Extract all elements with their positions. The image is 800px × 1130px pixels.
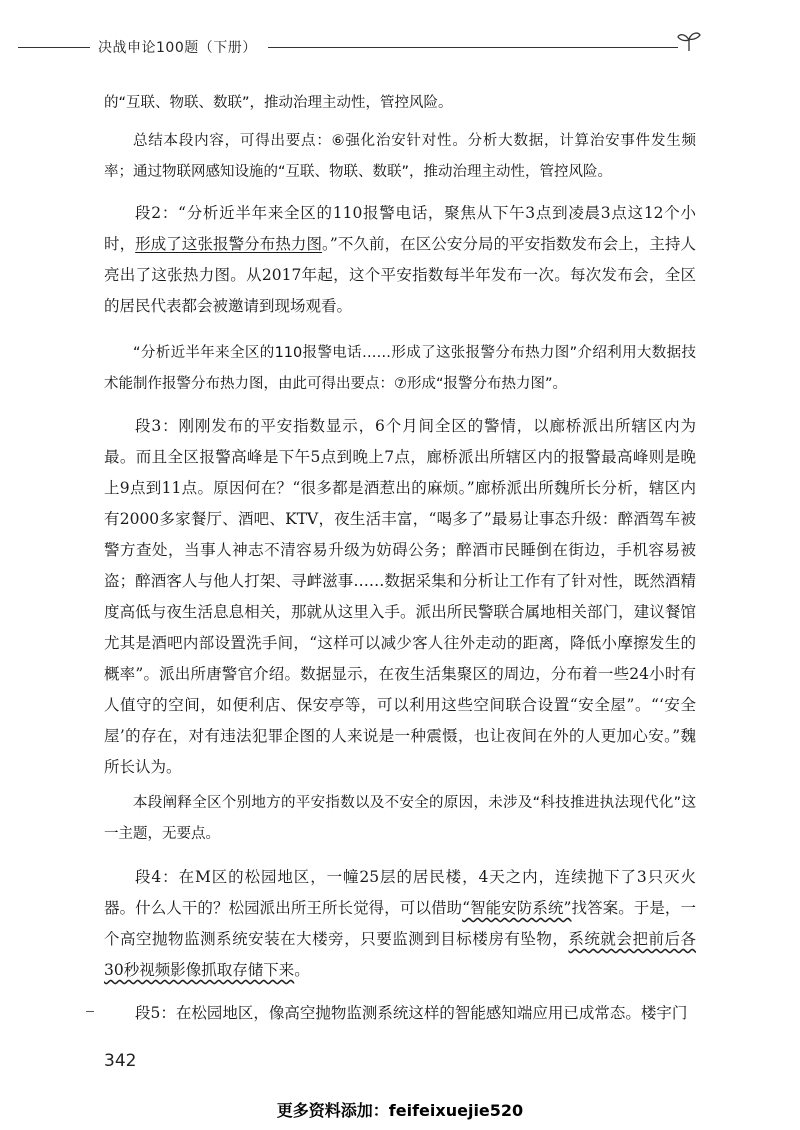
header-rule-right [268,47,678,48]
paragraph-7-text-c: 。 [294,961,310,979]
paragraph-7-wavy-2: 系统就会把前后各30秒视频影像抓取存储下来 [104,930,696,979]
paragraph-7 [104,862,696,986]
footer-note: 更多资料添加：feifeixuejie520 [276,1101,524,1120]
paragraph-3-text-b: 。”不久前，在区公安分局的平安指数发布会上，主持人亮出了这张热力图。从2017年起，这个平安指数每半年发布一次。每次发布会，全区的居民代表都会被邀请到现场观看。 [104,235,696,315]
page-number: 342 [104,1051,137,1071]
paragraph-7-text-b: 找答案。于是，一个高空抛物监测系统安装在大楼旁，只要监测到目标楼房有坠物， [104,899,696,948]
paragraph-5: 段3：刚刚发布的平安指数显示，6个月间全区的警情，以廊桥派出所辖区内为最。而且全区报警高峰是下午5点到晚上7点，廊桥派出所辖区内的报警最高峰则是晚上9点到11点。原因何在？“很多都是酒惹出的麻烦。”廊桥派出所魏所长分析，辖区内有2000多家餐厅、酒吧、KTV，夜生活丰富，“喝多了”最易让事态升级：醉酒驾车被警方查处，当事人神志不清容易升级为妨碍公务；醉酒市民睡倒在街边，手机容易被盗；醉酒客人与他人打架、寻衅滋事……数据采集和分析让工作有了针对性，既然酒精度高低与夜生活息息相关，那就从这里入手。派出所民警联合属地相关部门，建议餐馆尤其是酒吧内部设置洗手间，“这样可以减少客人往外走动的距离，降低小摩擦发生的概率”。派出所唐警官介绍。数据显示，在夜生活集聚区的周边，分布着一些24小时有人值守的空间，如便利店、保安亭等，可以利用这些空间联合设置“安全屋”。“‘安全屋’的存在，对有违法犯罪企图的人来说是一种震慑，也让夜间在外的人更加心安。”魏所长认为。 [104,417,696,776]
paragraph-6: 本段阐释全区个别地方的平安指数以及不安全的原因，未涉及“科技推进执法现代化”这一主题，无要点。 [104,795,696,842]
paragraph-7-wavy-1: “智能安防系统” [462,899,572,917]
paragraph-1: 的“互联、物联、数联”，推动治理主动性，管控风险。 [104,95,453,111]
paragraph-3-text-a: 段2：“分析近半年来全区的110报警电话，聚焦从下午3点到凌晨3点这12个小时， [104,204,696,253]
paragraph-4: “分析近半年来全区的110报警电话……形成了这张报警分布热力图”介绍利用大数据技术能制作报警分布热力图，由此可得出要点：⑦形成“报警分布热力图”。 [104,345,696,392]
paragraph-3-underlined: 形成了这张报警分布热力图 [135,235,323,253]
paragraph-8: 段5：在松园地区，像高空抛物监测系统这样的智能感知端应用已成常态。楼宇门 [135,1004,688,1022]
header-rule-left [18,47,90,48]
sprout-icon [676,30,702,52]
book-title: 决战申论100题（下册） [98,40,257,56]
paragraph-2: 总结本段内容，可得出要点：⑥强化治安针对性。分析大数据，计算治安事件发生频率；通过物联网感知设施的“互联、物联、数联”，推动治理主动性，管控风险。 [104,133,696,180]
paragraph-3 [104,198,696,322]
paragraph-7-text-a: 段4：在M区的松园地区，一幢25层的居民楼，4天之内，连续抛下了3只灭火器。什么人干的？松园派出所王所长觉得，可以借助 [104,868,696,917]
margin-mark [86,1011,94,1012]
